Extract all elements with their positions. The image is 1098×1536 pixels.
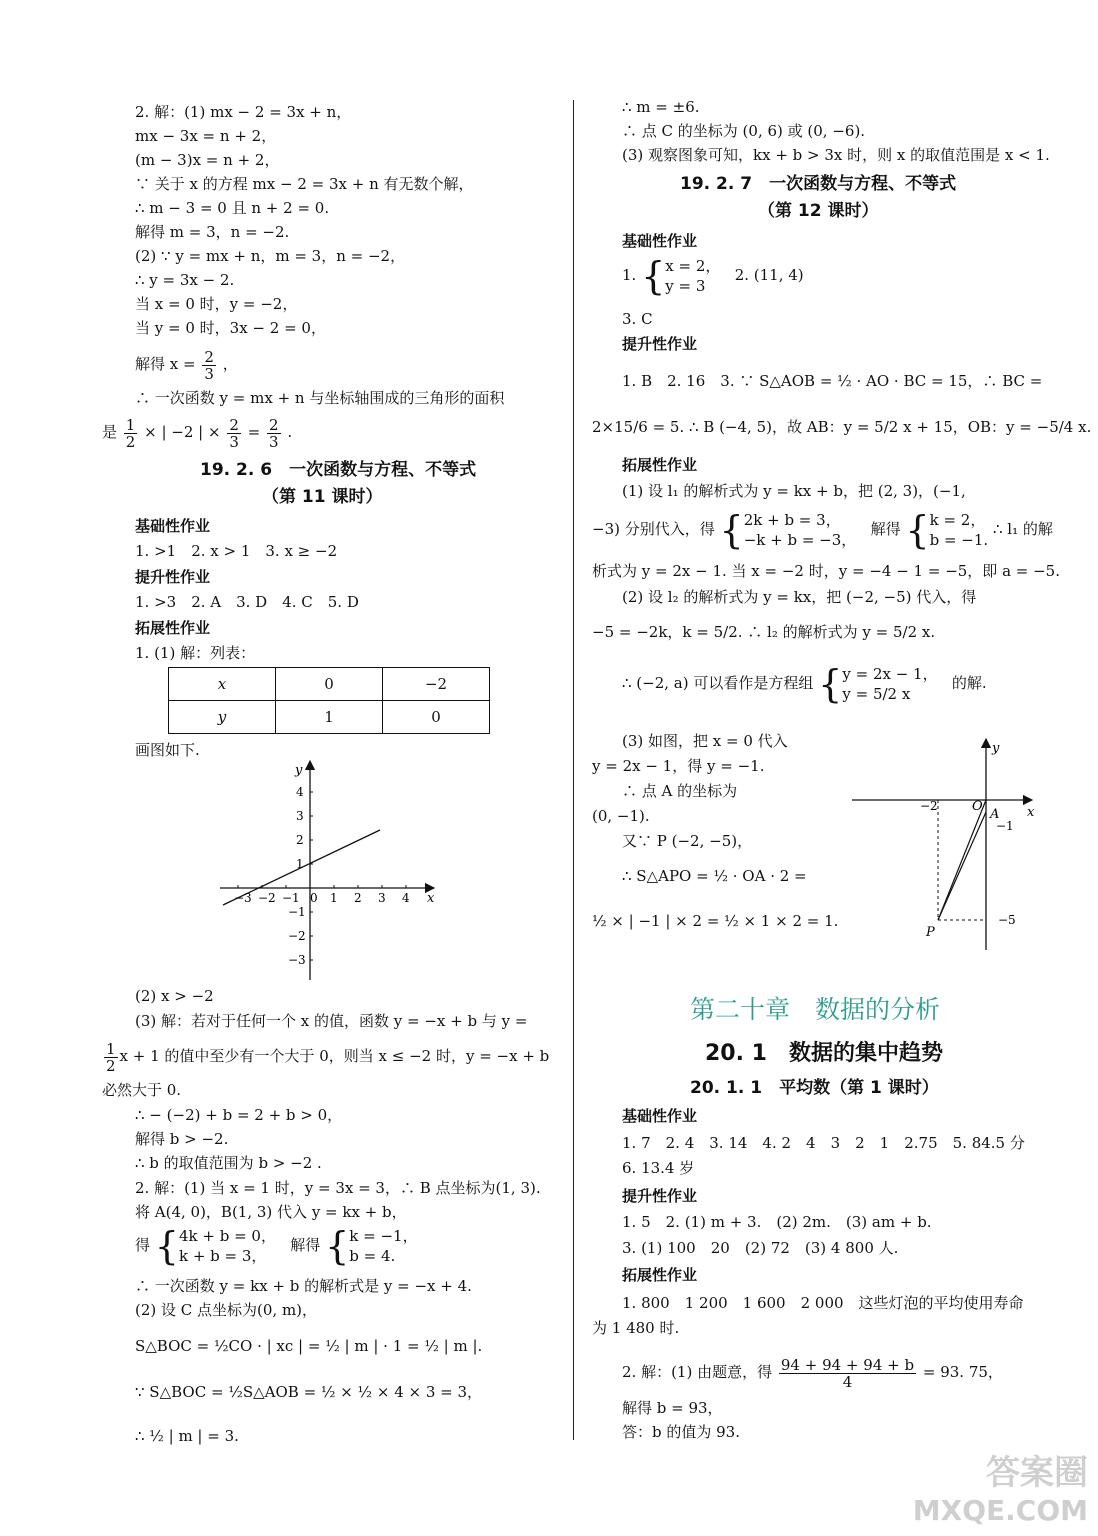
table-cell: 1 bbox=[276, 701, 383, 734]
y-label: y bbox=[295, 763, 303, 778]
svg-text:x: x bbox=[1027, 805, 1035, 820]
x-tick-label: 1 bbox=[330, 891, 338, 905]
text-line: (2) ∵ y = mx + n，m = 3，n = −2， bbox=[135, 247, 406, 265]
svg-text:O: O bbox=[972, 799, 983, 814]
table-row bbox=[169, 668, 490, 701]
text-line: 1. 5 2. (1) m + 3. (2) 2m. (3) am + b. bbox=[622, 1213, 932, 1231]
text-line: 2. 解：(1) 当 x = 1 时，y = 3x = 3，∴ B 点坐标为(1, 3). bbox=[135, 1179, 541, 1197]
text-line: 又∵ P (−2, −5)， bbox=[622, 832, 753, 850]
text-line: 1. 7 2. 4 3. 14 4. 2 4 3 2 1 2.75 5. 84.5 分 bbox=[622, 1134, 1025, 1152]
text-line: 将 A(4, 0)，B(1, 3) 代入 y = kx + b， bbox=[135, 1203, 407, 1221]
x-tick-label: 0 bbox=[310, 891, 318, 905]
y-tick-label: −2 bbox=[288, 929, 306, 943]
text-line: 解得 m = 3，n = −2. bbox=[135, 223, 290, 241]
y-tick-label: 2 bbox=[296, 833, 304, 847]
text-line: 3. C bbox=[622, 310, 653, 328]
text-line: 必然大于 0. bbox=[102, 1081, 182, 1099]
text-line: 1. { x = 2， y = 3 2. (11, 4) bbox=[622, 254, 804, 298]
text-line: ∴ b 的取值范围为 b > −2 . bbox=[135, 1154, 322, 1172]
text-line: ∴ 一次函数 y = kx + b 的解析式是 y = −x + 4. bbox=[135, 1277, 472, 1295]
text-line: ∴ 点 C 的坐标为 (0, 6) 或 (0, −6). bbox=[622, 122, 866, 140]
heading-basic: 基础性作业 bbox=[622, 1107, 698, 1125]
x-tick-label: −3 bbox=[234, 891, 252, 905]
table-row bbox=[169, 701, 490, 734]
svg-text:P: P bbox=[926, 925, 935, 940]
text-line: ∵ 关于 x 的方程 mx − 2 = 3x + n 有无数个解， bbox=[135, 175, 474, 193]
text-line: 1. (1) 解：列表： bbox=[135, 644, 256, 662]
heading-extend: 拓展性作业 bbox=[135, 619, 211, 637]
svg-text:−2: −2 bbox=[920, 799, 938, 813]
text-line: ∵ S△BOC = ½S△AOB = ½ × ½ × 4 × 3 = 3， bbox=[135, 1383, 483, 1401]
text-line: (0, −1). bbox=[592, 807, 650, 825]
text-line: S△BOC = ½CO · | xc | = ½ | m | · 1 = ½ | m |. bbox=[135, 1337, 483, 1355]
text-line: (2) x > −2 bbox=[135, 987, 214, 1005]
line-ap bbox=[938, 812, 986, 920]
section-title: 20. 1 数据的集中趋势 bbox=[705, 1041, 943, 1066]
x-tick-label: −1 bbox=[282, 891, 300, 905]
text-line: 解得 b > −2. bbox=[135, 1130, 229, 1148]
text-line: (2) 设 l₂ 的解析式为 y = kx，把 (−2, −5) 代入，得 bbox=[622, 588, 977, 606]
text-line: 1. B 2. 16 3. ∵ S△AOB = ½ · AO · BC = 15，∴ BC = bbox=[622, 372, 1043, 390]
text-line: 2. 解：(1) mx − 2 = 3x + n， bbox=[135, 103, 352, 121]
section-title: 19. 2. 6 一次函数与方程、不等式 bbox=[200, 460, 477, 480]
heading-basic: 基础性作业 bbox=[622, 232, 698, 250]
text-line: ∴ (−2, a) 可以看作是方程组 { y = 2x − 1， y = 5/2 x 的解. bbox=[622, 662, 987, 706]
x-tick-label: 2 bbox=[354, 891, 362, 905]
y-tick-label: −1 bbox=[288, 905, 306, 919]
text-line: 得 { 4k + b = 0， k + b = 3， 解得 { k = −1， b = 4. bbox=[135, 1224, 418, 1268]
text-line: ∴ m = ±6. bbox=[622, 98, 700, 116]
x-tick-label: −2 bbox=[258, 891, 276, 905]
table-cell: −2 bbox=[383, 668, 490, 701]
table-cell: y bbox=[169, 701, 276, 734]
watermark-bottom: MXQE.COM bbox=[912, 1494, 1088, 1527]
y-tick-label: 3 bbox=[296, 809, 304, 823]
text-line: ∴ S△APO = ½ · OA · 2 = bbox=[622, 867, 807, 885]
table-cell: 0 bbox=[383, 701, 490, 734]
text-line: 1. >1 2. x > 1 3. x ≥ −2 bbox=[135, 542, 338, 560]
text-line: 答：b 的值为 93. bbox=[622, 1423, 740, 1441]
heading-extend: 拓展性作业 bbox=[622, 456, 698, 474]
coordinate-figure bbox=[850, 738, 1040, 953]
text-line: 3. (1) 100 20 (2) 72 (3) 4 800 人. bbox=[622, 1239, 899, 1257]
x-tick-label: 3 bbox=[378, 891, 386, 905]
svg-text:A: A bbox=[990, 807, 1000, 822]
text-line: (3) 解：若对于任何一个 x 的值，函数 y = −x + b 与 y = bbox=[135, 1012, 528, 1030]
text-line: (3) 如图，把 x = 0 代入 bbox=[622, 732, 788, 750]
svg-text:−5: −5 bbox=[998, 913, 1016, 927]
text-line: 当 x = 0 时，y = −2， bbox=[135, 295, 298, 313]
heading-improve: 提升性作业 bbox=[135, 568, 211, 586]
chapter-title: 第二十章 数据的分析 bbox=[690, 995, 941, 1024]
text-line bbox=[135, 344, 238, 384]
watermark bbox=[913, 1454, 1088, 1530]
watermark-top: 答案圈 bbox=[986, 1453, 1088, 1493]
x-label: x bbox=[427, 891, 435, 906]
y-tick-label: −3 bbox=[288, 953, 306, 967]
text-line: 2. 解：(1) 由题意，得 $\frac{94 + 94 + 94 + b}{4}$ = 93. 75， bbox=[622, 1355, 1003, 1391]
section-subtitle: （第 12 课时） bbox=[758, 201, 879, 221]
heading-extend: 拓展性作业 bbox=[622, 1266, 698, 1284]
text-line: (2) 设 C 点坐标为(0, m)， bbox=[135, 1301, 318, 1319]
y-tick-label: 1 bbox=[296, 857, 304, 871]
text-line: ∴ y = 3x − 2. bbox=[135, 271, 235, 289]
text-line: mx − 3x = n + 2， bbox=[135, 127, 277, 145]
text-line: 解得 b = 93， bbox=[622, 1399, 723, 1417]
text-line: ∴ 点 A 的坐标为 bbox=[622, 782, 738, 800]
text-line: (3) 观察图象可知，kx + b > 3x 时，则 x 的取值范围是 x < 1. bbox=[622, 146, 1050, 164]
fraction: $\frac{2}{3}$ bbox=[204, 347, 214, 383]
table-cell: 0 bbox=[276, 668, 383, 701]
column-divider bbox=[573, 100, 574, 1440]
heading-improve: 提升性作业 bbox=[622, 335, 698, 353]
text-line: y = 2x − 1，得 y = −1. bbox=[592, 757, 765, 775]
text-line: 当 y = 0 时，3x − 2 = 0， bbox=[135, 319, 326, 337]
text-line: 为 1 480 时. bbox=[592, 1319, 680, 1337]
text-line: $\frac{1}{2}$ x + 1 的值中至少有一个大于 0，则当 x ≤ −2 时，y = −x + b bbox=[106, 1039, 550, 1075]
section-subtitle: （第 11 课时） bbox=[262, 487, 383, 507]
text-line: −5 = −2k，k = 5/2. ∴ l₂ 的解析式为 y = 5/2 x. bbox=[592, 623, 936, 641]
line-graph bbox=[215, 760, 445, 985]
text-line: 1. >3 2. A 3. D 4. C 5. D bbox=[135, 593, 359, 611]
text-line: (1) 设 l₁ 的解析式为 y = kx + b，把 (2, 3)，(−1, bbox=[622, 482, 966, 500]
line-op bbox=[938, 800, 986, 920]
text-line: ½ × | −1 | × 2 = ½ × 1 × 2 = 1. bbox=[592, 912, 839, 930]
text-line: ∴ 一次函数 y = mx + n 与坐标轴围成的三角形的面积 bbox=[135, 389, 505, 407]
y-tick-label: 4 bbox=[296, 785, 304, 799]
heading-improve: 提升性作业 bbox=[622, 1187, 698, 1205]
x-tick-label: 4 bbox=[402, 891, 410, 905]
text-line: 1. 800 1 200 1 600 2 000 这些灯泡的平均使用寿命 bbox=[622, 1294, 1024, 1312]
text-line: 2×15/6 = 5. ∴ B (−4, 5)，故 AB：y = 5/2 x + 15，OB：y = −5/4 x. bbox=[592, 418, 1092, 436]
section-subtitle: 20. 1. 1 平均数（第 1 课时） bbox=[690, 1078, 939, 1098]
section-title: 19. 2. 7 一次函数与方程、不等式 bbox=[680, 174, 957, 194]
text-line: ∴ ½ | m | = 3. bbox=[135, 1427, 239, 1445]
text: 解得 x = bbox=[135, 355, 196, 373]
svg-text:y: y bbox=[992, 741, 1000, 756]
text-line: 析式为 y = 2x − 1. 当 x = −2 时，y = −4 − 1 = −5，即 a = −5. bbox=[592, 562, 1060, 580]
text-line: 6. 13.4 岁 bbox=[622, 1159, 695, 1177]
text-line: ∴ − (−2) + b = 2 + b > 0， bbox=[135, 1106, 343, 1124]
table-cell: x bbox=[169, 668, 276, 701]
svg-text:−1: −1 bbox=[996, 819, 1014, 833]
heading-basic: 基础性作业 bbox=[135, 517, 211, 535]
text-line: ∴ m − 3 = 0 且 n + 2 = 0. bbox=[135, 199, 330, 217]
value-table bbox=[168, 667, 490, 734]
text: ， bbox=[222, 355, 238, 373]
text-line: (m − 3)x = n + 2， bbox=[135, 151, 280, 169]
text-line: 是 $\frac{1}{2}$ × | −2 | × $\frac{2}{3}$ = $\frac{2}{3}$ . bbox=[102, 415, 293, 451]
text-line: 画图如下. bbox=[135, 741, 200, 759]
text-line: −3) 分别代入，得 { 2k + b = 3， −k + b = −3， 解得 { k = 2， b = −1. ∴ l₁ 的解 bbox=[592, 508, 1053, 552]
